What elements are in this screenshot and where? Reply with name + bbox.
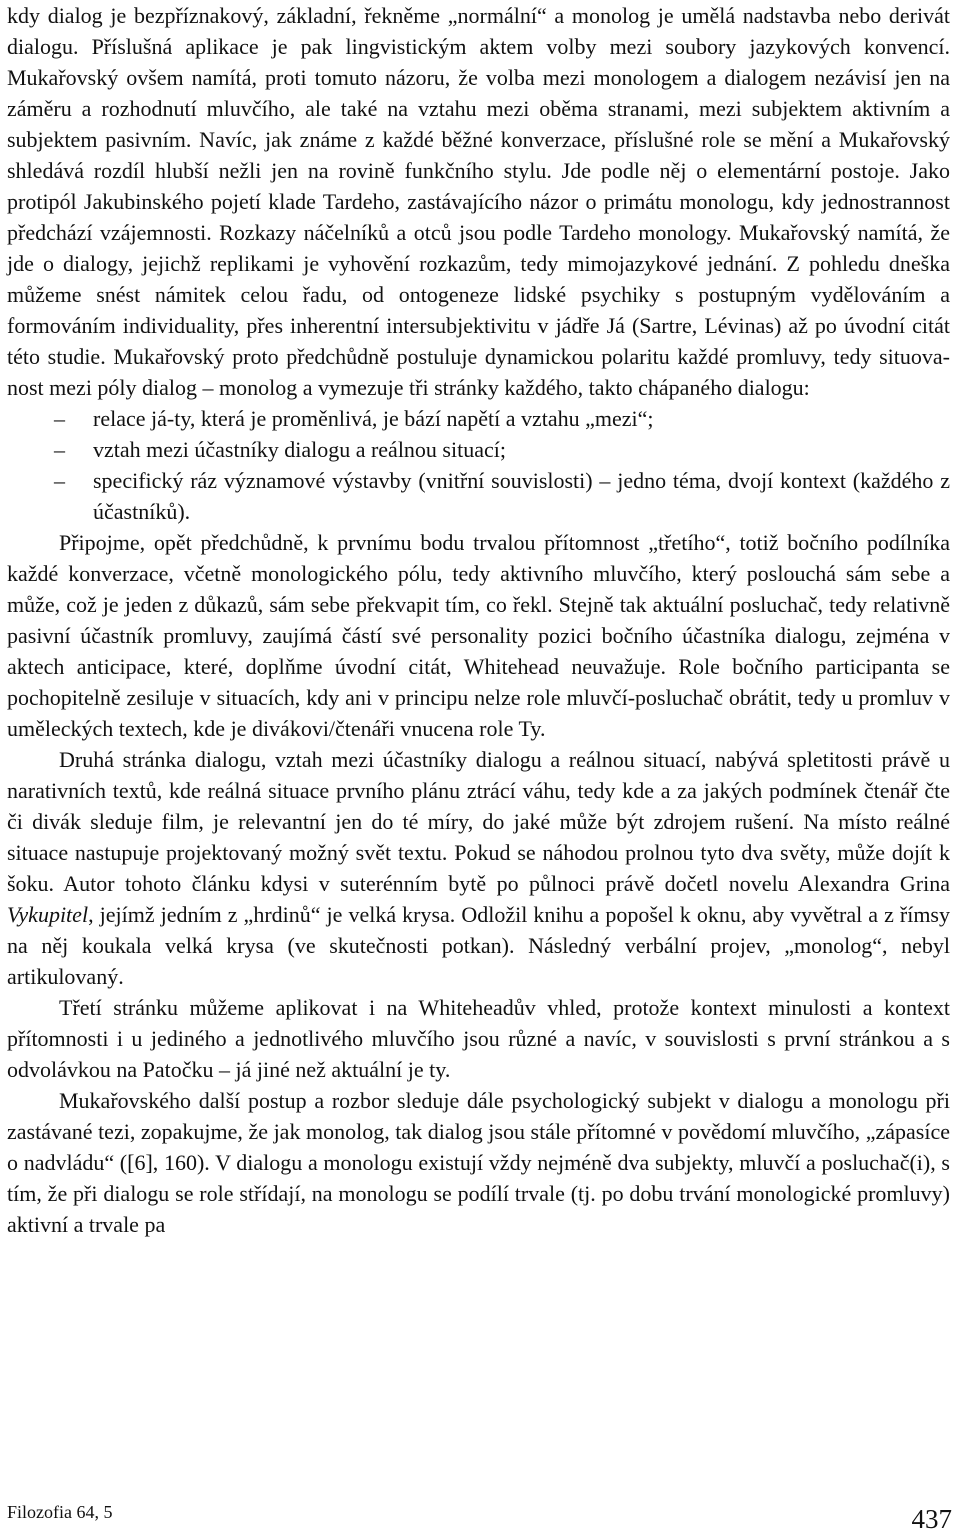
paragraph-3: [7, 744, 950, 992]
dash-bullet: –: [54, 437, 65, 462]
list-item: [7, 434, 950, 465]
paragraph-2: Připojme, opět předchůdně, k prvnímu bodu trvalou přítomnost „třetího“, totiž bočního podílníka každé konverzace, včetně monologického pólu, tedy aktivního mluvčího, který poslouchá sám sebe a může, což je jeden z důkazů, sám sebe překvapit tím, co řekl. Stejně tak aktuální posluchač, tedy relativně pasivní účastník promluvy, zaujímá částí své personality pozici bočního účastníka dialogu, zejména v aktech anticipace, které, doplňme úvodní citát, Whitehead neuvažuje. Role bočního participanta se pochopitelně zesiluje v situacích, kdy ani v principu nelze role mluvčí-posluchač obrátit, tedy u promluv v uměleckých textech, kde je divákovi/čtenáři vnucena role Ty.: [7, 530, 950, 741]
list-item-text: relace já-ty, která je proměnlivá, je bází napětí a vztahu „mezi“;: [93, 406, 654, 431]
dash-bullet: –: [54, 468, 65, 493]
dash-bullet: –: [54, 406, 65, 431]
list-item-text: vztah mezi účastníky dialogu a reálnou situací;: [93, 437, 506, 462]
page-body: [7, 0, 950, 1240]
journal-name: Filozofia 64, 5: [7, 1502, 113, 1522]
paragraph-5: Mukařovského další postup a rozbor sleduje dále psychologický subjekt v dialogu a monologu při zastávané tezi, zopakujme, že jak monolog, tak dialog jsou stále přítomné v povědomí mluvčího, „zápasíce o nadvládu“ ([6], 160). V dialogu a monologu existují vždy nejméně dva subjekty, mluvčí a posluchač(i), s tím, že při dialogu se role střídají, na monologu se podílí trvale (tj. po dobu trvání monologické promluvy) aktivní a trvale pa: [7, 1088, 950, 1237]
dialog-aspects-list: [7, 403, 950, 527]
list-item-text: specifický ráz významové výstavby (vnitřní souvislosti) – jedno téma, dvojí kontext (každého z účastníků).: [93, 468, 950, 524]
paragraph-3-text-a: Druhá stránka dialogu, vztah mezi účastníky dialogu a reálnou situací, nabývá spletitosti právě u narativních textů, kde reálná situace prvního plánu ztrácí váhu, tedy kde a za jakých podmínek čtenář čte či divák sleduje film, je relevantní jen do té míry, do jaké může být zdrojem rušení. Na místo reálné situace nastupuje projektovaný možný svět textu. Pokud se náhodou prolnou tyto dva světy, může dojít k šoku. Autor tohoto článku kdysi v suterénním bytě po půlnoci právě dočetl novelu Alexandra Grina: [7, 747, 950, 896]
list-item: [7, 403, 950, 434]
list-item: [7, 465, 950, 527]
paragraph-3-text-b: , jejímž jedním z „hrdinů“ je velká krysa. Odložil knihu a popošel k oknu, aby vyvětral a z římsy na něj koukala velká krysa (ve skutečnosti potkan). Následný verbální projev, „monolog“, nebyl artikulovaný.: [7, 902, 950, 989]
page-number: 437: [911, 1504, 952, 1534]
paragraph-4: Třetí stránku můžeme aplikovat i na Whiteheadův vhled, protože kontext minulosti a kontext přítomnosti i u jediného a jednotlivého mluvčího jsou různé a navíc, v souvislosti s první stránkou a s odvolávkou na Patočku – já jiné než aktuální je ty.: [7, 995, 950, 1082]
paragraph-1: kdy dialog je bezpříznakový, základní, řekněme „normální“ a monolog je umělá nadstavba nebo derivát dialogu. Příslušná aplikace je pak lingvistickým aktem volby mezi soubory jazykových konvencí. Mukařovský ovšem namítá, proti tomuto názoru, že volba mezi monologem a dialogem nezávisí jen na záměru a rozhodnutí mluvčího, ale také na vztahu mezi oběma stranami, mezi subjektem aktivním a subjektem pasivním. Navíc, jak známe z každé běžné konverzace, příslušné role se mění a Mukařovský shledává rozdíl hlubší nežli jen na rovině funkčního stylu. Jde podle něj o elementární postoje. Jako protipól Jakubinského pojetí klade Tardeho, zastávajícího názor o primátu monologu, kdy jednostrannost předchází vzájemnosti. Rozkazy náčelníků a otců jsou podle Tardeho monology. Mukařovský namítá, že jde o dialogy, jejichž replikami je vyhovění rozkazům, tedy mimojazykové jednání. Z pohledu dneška můžeme snést námitek celou řadu, od ontogeneze lidské psychiky s postupným vydělováním a formováním individuality, přes inherentní intersubjektivitu v jádře Já (Sartre, Lévinas) až po úvodní citát této studie. Mukařovský proto předchůdně postuluje dynamickou polaritu každé promluvy, tedy situovanost mezi póly dialog – monolog a vymezuje tři stránky každého, takto chápaného dialogu:: [7, 3, 950, 400]
book-title: Vykupitel: [7, 902, 89, 927]
